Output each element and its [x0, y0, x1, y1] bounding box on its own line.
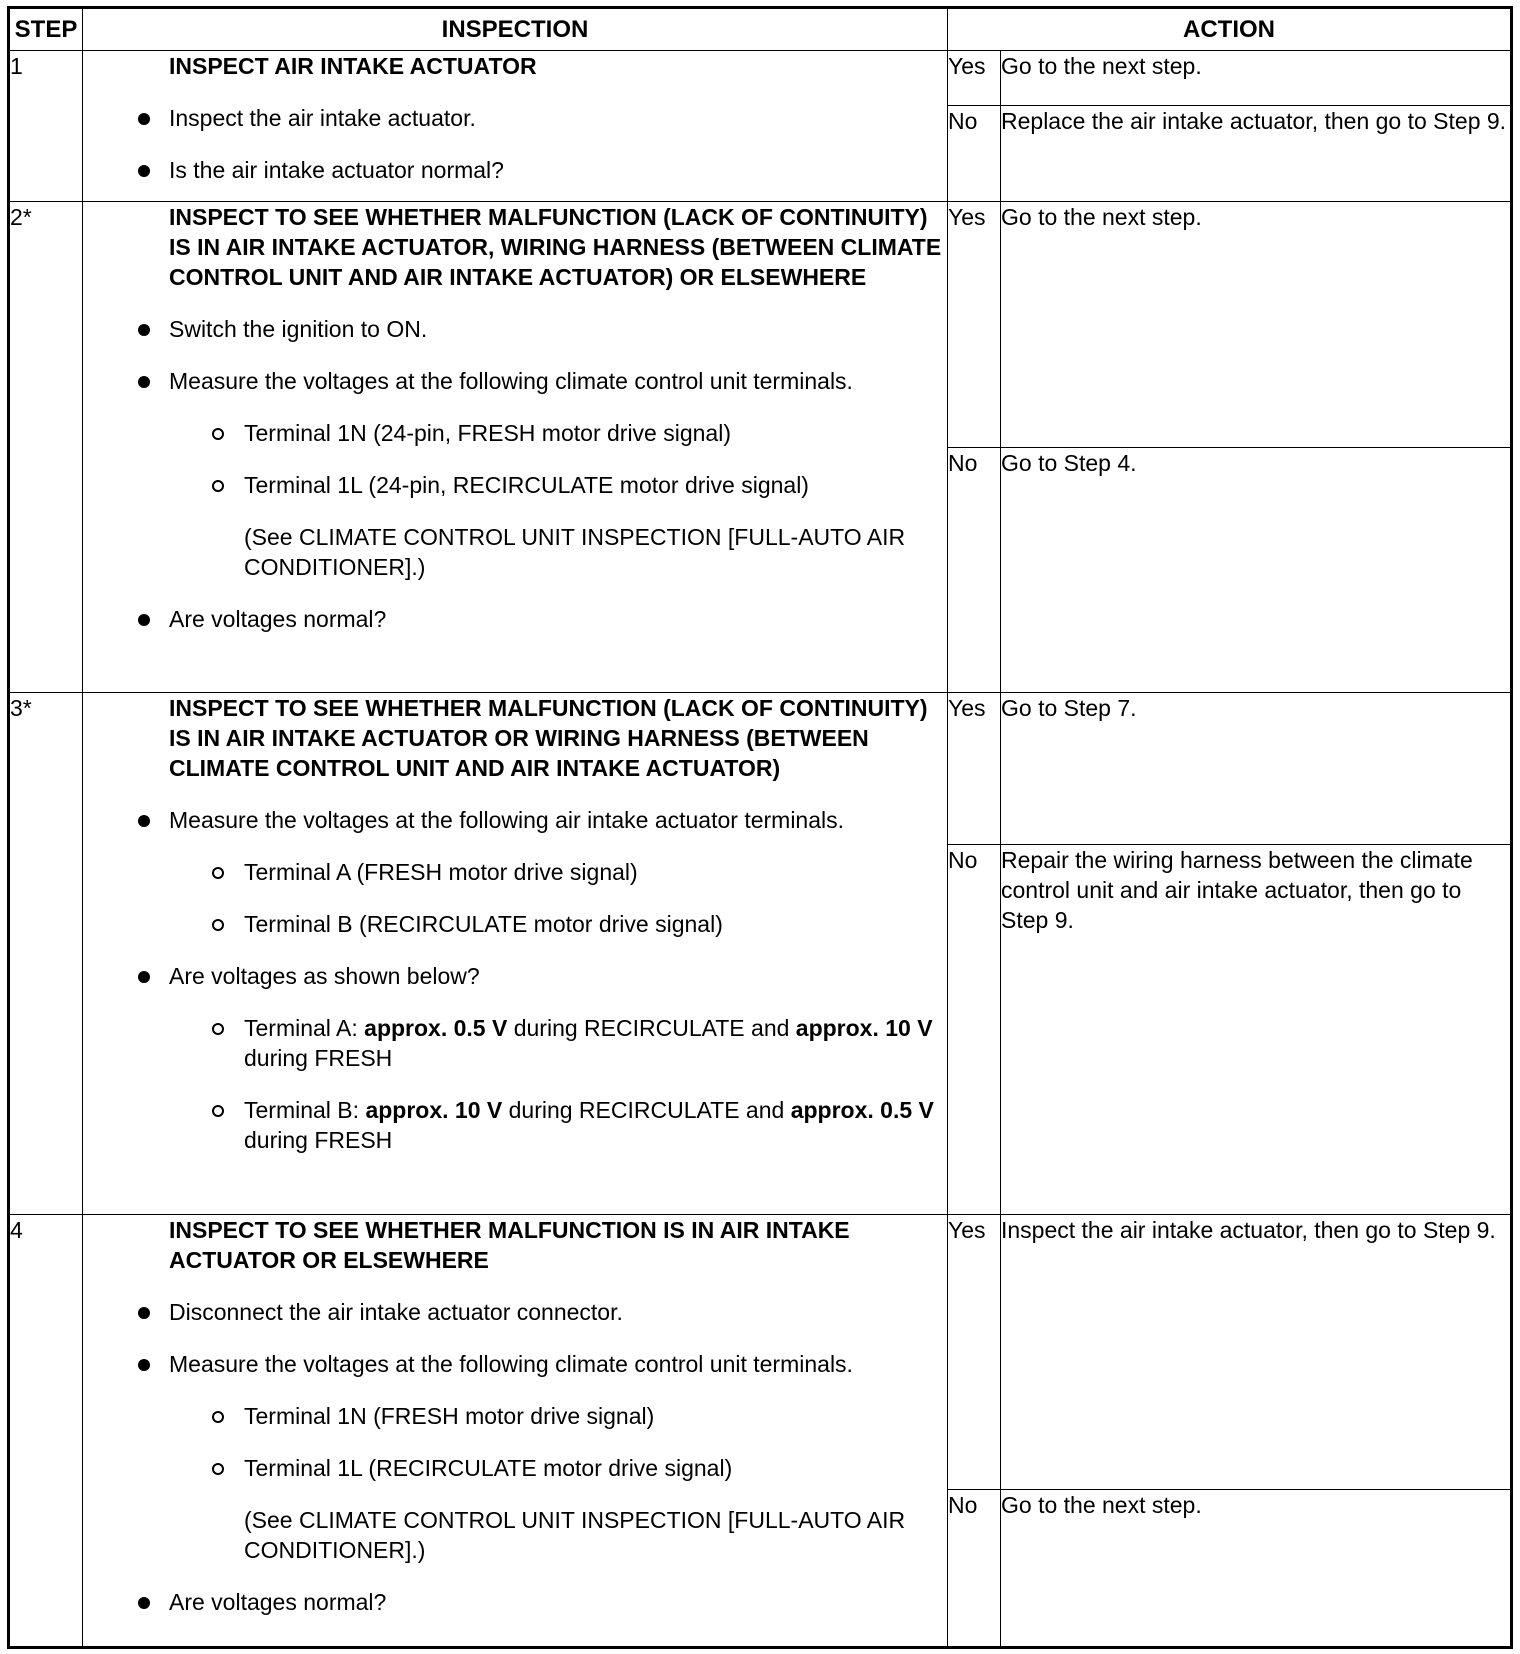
yes-action: Inspect the air intake actuator, then go to Step 9.	[1001, 1215, 1512, 1489]
voltage-spec: Terminal A: approx. 0.5 V during RECIRCULATE and approx. 10 V during FRESH	[244, 1013, 947, 1073]
bullet-item: Measure the voltages at the following climate control unit terminals.	[169, 366, 947, 396]
yes-label: Yes	[948, 202, 1001, 447]
no-action: Go to the next step.	[1001, 1489, 1512, 1647]
no-label: No	[948, 447, 1001, 692]
yes-action: Go to Step 7.	[1001, 692, 1512, 844]
step-number: 1	[9, 51, 83, 202]
no-label: No	[948, 1489, 1001, 1647]
sub-bullet-item: Terminal 1N (FRESH motor drive signal)	[244, 1401, 947, 1431]
sub-bullet-item: Terminal B (RECIRCULATE motor drive signal)	[244, 909, 947, 939]
step-header: STEP	[9, 8, 83, 51]
inspection-header: INSPECTION	[83, 8, 948, 51]
inspection-cell	[83, 51, 948, 202]
sub-bullet-item: Terminal 1N (24-pin, FRESH motor drive signal)	[244, 418, 947, 448]
yes-action: Go to the next step.	[1001, 51, 1512, 106]
bullet-item: Are voltages normal?	[169, 1587, 947, 1617]
bullet-item: Measure the voltages at the following air intake actuator terminals.	[169, 805, 947, 835]
sub-bullet-item: Terminal A (FRESH motor drive signal)	[244, 857, 947, 887]
bullet-item: Switch the ignition to ON.	[169, 314, 947, 344]
no-action: Replace the air intake actuator, then go to Step 9.	[1001, 106, 1512, 202]
step-title: INSPECT TO SEE WHETHER MALFUNCTION (LACK OF CONTINUITY) IS IN AIR INTAKE ACTUATOR OR WIRING HARNESS (BETWEEN CLIMATE CONTROL UNIT AND AIR INTAKE ACTUATOR)	[169, 694, 928, 781]
no-action: Repair the wiring harness between the climate control unit and air intake actuator, then go to Step 9.	[1001, 844, 1512, 1214]
bullet-item: Are voltages as shown below?	[169, 961, 947, 991]
step-title: INSPECT TO SEE WHETHER MALFUNCTION IS IN AIR INTAKE ACTUATOR OR ELSEWHERE	[169, 1217, 850, 1274]
bullet-item: Inspect the air intake actuator.	[169, 103, 947, 133]
step-number: 3*	[9, 692, 83, 1215]
bullet-item: Is the air intake actuator normal?	[169, 155, 947, 185]
table-row	[9, 51, 1512, 106]
bullet-item: Are voltages normal?	[169, 604, 947, 634]
step-number: 2*	[9, 202, 83, 693]
action-header: ACTION	[948, 8, 1512, 51]
reference-note: (See CLIMATE CONTROL UNIT INSPECTION [FULL-AUTO AIR CONDITIONER].)	[244, 1507, 906, 1564]
step-title: INSPECT AIR INTAKE ACTUATOR	[169, 53, 537, 80]
yes-label: Yes	[948, 51, 1001, 106]
sub-bullet-item: Terminal 1L (RECIRCULATE motor drive signal)	[244, 1453, 947, 1483]
diagnostic-table	[7, 6, 1513, 1649]
bullet-item: Disconnect the air intake actuator connector.	[169, 1297, 947, 1327]
reference-note: (See CLIMATE CONTROL UNIT INSPECTION [FULL-AUTO AIR CONDITIONER].)	[244, 524, 906, 581]
no-action: Go to Step 4.	[1001, 447, 1512, 692]
no-label: No	[948, 106, 1001, 202]
table-row	[9, 202, 1512, 447]
header-row	[9, 8, 1512, 51]
table-row	[9, 692, 1512, 844]
table-row	[9, 1215, 1512, 1489]
no-label: No	[948, 844, 1001, 1214]
inspection-cell	[83, 202, 948, 693]
inspection-cell	[83, 692, 948, 1215]
bullet-item: Measure the voltages at the following climate control unit terminals.	[169, 1349, 947, 1379]
yes-label: Yes	[948, 692, 1001, 844]
yes-label: Yes	[948, 1215, 1001, 1489]
yes-action: Go to the next step.	[1001, 202, 1512, 447]
sub-bullet-item: Terminal 1L (24-pin, RECIRCULATE motor drive signal)	[244, 470, 947, 500]
voltage-spec: Terminal B: approx. 10 V during RECIRCULATE and approx. 0.5 V during FRESH	[244, 1095, 947, 1155]
inspection-cell	[83, 1215, 948, 1648]
step-number: 4	[9, 1215, 83, 1648]
step-title: INSPECT TO SEE WHETHER MALFUNCTION (LACK OF CONTINUITY) IS IN AIR INTAKE ACTUATOR, WIRING HARNESS (BETWEEN CLIMATE CONTROL UNIT AND AIR INTAKE ACTUATOR) OR ELSEWHERE	[169, 204, 942, 291]
